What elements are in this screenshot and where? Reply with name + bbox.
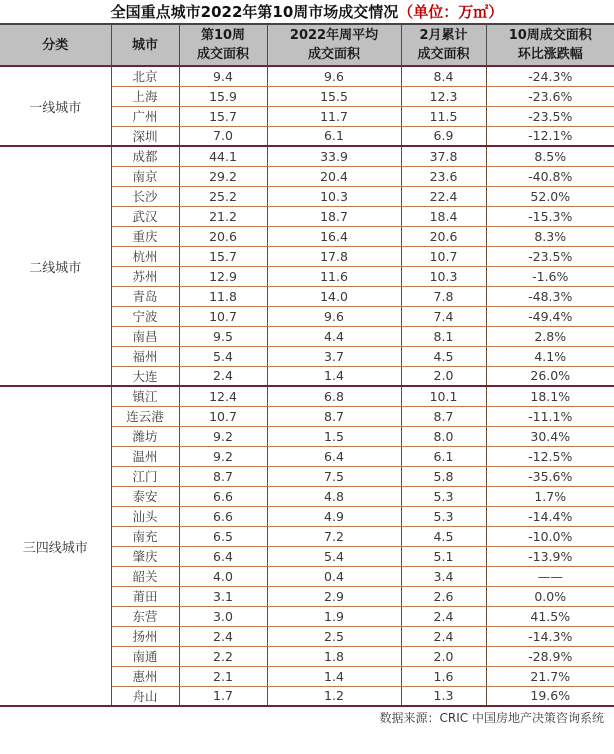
value-cell: 2.4 bbox=[401, 626, 486, 646]
value-cell: 7.8 bbox=[401, 286, 486, 306]
value-cell: 4.8 bbox=[267, 486, 401, 506]
value-cell: 10.3 bbox=[267, 186, 401, 206]
header-line: 2022年周平均 bbox=[289, 28, 379, 43]
value-cell: 2.1 bbox=[179, 666, 267, 686]
value-cell: 8.7 bbox=[401, 406, 486, 426]
value-cell: 22.4 bbox=[401, 186, 486, 206]
value-cell: -49.4% bbox=[486, 306, 614, 326]
value-cell: 17.8 bbox=[267, 246, 401, 266]
value-cell: 6.1 bbox=[401, 446, 486, 466]
value-cell: 7.2 bbox=[267, 526, 401, 546]
value-cell: 6.9 bbox=[401, 126, 486, 146]
value-cell: 9.6 bbox=[267, 306, 401, 326]
value-cell: 18.1% bbox=[486, 386, 614, 406]
value-cell: 10.7 bbox=[179, 306, 267, 326]
city-cell: 温州 bbox=[111, 446, 179, 466]
value-cell: 30.4% bbox=[486, 426, 614, 446]
value-cell: 2.0 bbox=[401, 366, 486, 386]
value-cell: 8.1 bbox=[401, 326, 486, 346]
city-cell: 泰安 bbox=[111, 486, 179, 506]
value-cell: 9.5 bbox=[179, 326, 267, 346]
table-body bbox=[0, 66, 614, 706]
value-cell: 14.0 bbox=[267, 286, 401, 306]
data-table bbox=[0, 23, 614, 707]
city-cell: 杭州 bbox=[111, 246, 179, 266]
value-cell: 9.2 bbox=[179, 446, 267, 466]
table-row bbox=[0, 146, 614, 166]
value-cell: 2.4 bbox=[179, 626, 267, 646]
value-cell: 2.0 bbox=[401, 646, 486, 666]
value-cell: 2.4 bbox=[179, 366, 267, 386]
value-cell: 20.4 bbox=[267, 166, 401, 186]
value-cell: 0.4 bbox=[267, 566, 401, 586]
value-cell: 21.7% bbox=[486, 666, 614, 686]
city-cell: 肇庆 bbox=[111, 546, 179, 566]
city-cell: 南充 bbox=[111, 526, 179, 546]
table-row bbox=[0, 386, 614, 406]
city-cell: 深圳 bbox=[111, 126, 179, 146]
value-cell: -11.1% bbox=[486, 406, 614, 426]
value-cell: -23.5% bbox=[486, 246, 614, 266]
value-cell: 41.5% bbox=[486, 606, 614, 626]
city-cell: 大连 bbox=[111, 366, 179, 386]
city-cell: 南京 bbox=[111, 166, 179, 186]
value-cell: 11.5 bbox=[401, 106, 486, 126]
value-cell: 10.1 bbox=[401, 386, 486, 406]
value-cell: 1.3 bbox=[401, 686, 486, 706]
value-cell: 4.0 bbox=[179, 566, 267, 586]
value-cell: 37.8 bbox=[401, 146, 486, 166]
value-cell: 3.7 bbox=[267, 346, 401, 366]
city-cell: 重庆 bbox=[111, 226, 179, 246]
city-cell: 武汉 bbox=[111, 206, 179, 226]
city-cell: 连云港 bbox=[111, 406, 179, 426]
value-cell: 8.7 bbox=[179, 466, 267, 486]
value-cell: 6.5 bbox=[179, 526, 267, 546]
value-cell: 2.4 bbox=[401, 606, 486, 626]
value-cell: 1.7% bbox=[486, 486, 614, 506]
value-cell: -24.3% bbox=[486, 66, 614, 86]
city-cell: 成都 bbox=[111, 146, 179, 166]
value-cell: 1.6 bbox=[401, 666, 486, 686]
value-cell: 11.6 bbox=[267, 266, 401, 286]
value-cell: 25.2 bbox=[179, 186, 267, 206]
header-cell-category bbox=[0, 24, 111, 66]
value-cell: 9.4 bbox=[179, 66, 267, 86]
value-cell: 5.4 bbox=[179, 346, 267, 366]
value-cell: 33.9 bbox=[267, 146, 401, 166]
value-cell: -48.3% bbox=[486, 286, 614, 306]
value-cell: 1.9 bbox=[267, 606, 401, 626]
value-cell: 1.2 bbox=[267, 686, 401, 706]
value-cell: 8.3% bbox=[486, 226, 614, 246]
value-cell: 6.4 bbox=[179, 546, 267, 566]
value-cell: -23.5% bbox=[486, 106, 614, 126]
value-cell: 10.7 bbox=[179, 406, 267, 426]
header-line: 成交面积 bbox=[417, 47, 470, 62]
value-cell: 4.9 bbox=[267, 506, 401, 526]
city-cell: 汕头 bbox=[111, 506, 179, 526]
value-cell: 1.4 bbox=[267, 366, 401, 386]
city-cell: 惠州 bbox=[111, 666, 179, 686]
value-cell: 2.6 bbox=[401, 586, 486, 606]
value-cell: 12.3 bbox=[401, 86, 486, 106]
header-cell-feb-cumulative bbox=[401, 24, 486, 66]
city-cell: 扬州 bbox=[111, 626, 179, 646]
value-cell: 23.6 bbox=[401, 166, 486, 186]
value-cell: 52.0% bbox=[486, 186, 614, 206]
value-cell: 15.7 bbox=[179, 246, 267, 266]
header-cell-week10-area bbox=[179, 24, 267, 66]
city-cell: 舟山 bbox=[111, 686, 179, 706]
value-cell: 3.0 bbox=[179, 606, 267, 626]
city-cell: 莆田 bbox=[111, 586, 179, 606]
value-cell: 9.6 bbox=[267, 66, 401, 86]
value-cell: 10.3 bbox=[401, 266, 486, 286]
value-cell: 3.4 bbox=[401, 566, 486, 586]
value-cell: 4.4 bbox=[267, 326, 401, 346]
value-cell: 15.5 bbox=[267, 86, 401, 106]
value-cell: 6.1 bbox=[267, 126, 401, 146]
value-cell: 8.0 bbox=[401, 426, 486, 446]
value-cell: —— bbox=[486, 566, 614, 586]
category-cell: 三四线城市 bbox=[0, 386, 111, 706]
city-cell: 北京 bbox=[111, 66, 179, 86]
city-cell: 青岛 bbox=[111, 286, 179, 306]
city-cell: 南昌 bbox=[111, 326, 179, 346]
value-cell: 3.1 bbox=[179, 586, 267, 606]
value-cell: 11.7 bbox=[267, 106, 401, 126]
value-cell: 10.7 bbox=[401, 246, 486, 266]
value-cell: 5.3 bbox=[401, 506, 486, 526]
value-cell: -10.0% bbox=[486, 526, 614, 546]
category-cell: 二线城市 bbox=[0, 146, 111, 386]
page-title bbox=[0, 2, 614, 23]
value-cell: 12.9 bbox=[179, 266, 267, 286]
value-cell: 1.8 bbox=[267, 646, 401, 666]
value-cell: 6.6 bbox=[179, 506, 267, 526]
city-cell: 长沙 bbox=[111, 186, 179, 206]
value-cell: -23.6% bbox=[486, 86, 614, 106]
city-cell: 韶关 bbox=[111, 566, 179, 586]
value-cell: -14.4% bbox=[486, 506, 614, 526]
source-note: 数据来源：CRIC 中国房地产决策咨询系统 bbox=[379, 711, 604, 725]
value-cell: 11.8 bbox=[179, 286, 267, 306]
value-cell: 8.5% bbox=[486, 146, 614, 166]
value-cell: 2.5 bbox=[267, 626, 401, 646]
value-cell: 21.2 bbox=[179, 206, 267, 226]
header-cell-wow-change bbox=[486, 24, 614, 66]
value-cell: 1.5 bbox=[267, 426, 401, 446]
value-cell: 1.4 bbox=[267, 666, 401, 686]
table-header bbox=[0, 24, 614, 66]
value-cell: 6.4 bbox=[267, 446, 401, 466]
header-cell-weekly-average bbox=[267, 24, 401, 66]
value-cell: -14.3% bbox=[486, 626, 614, 646]
value-cell: -13.9% bbox=[486, 546, 614, 566]
value-cell: -12.5% bbox=[486, 446, 614, 466]
value-cell: 15.7 bbox=[179, 106, 267, 126]
value-cell: -40.8% bbox=[486, 166, 614, 186]
value-cell: 2.8% bbox=[486, 326, 614, 346]
header-line: 城市 bbox=[131, 37, 158, 53]
value-cell: 5.3 bbox=[401, 486, 486, 506]
value-cell: 16.4 bbox=[267, 226, 401, 246]
header-line: 成交面积 bbox=[196, 47, 249, 62]
value-cell: 5.1 bbox=[401, 546, 486, 566]
category-cell: 一线城市 bbox=[0, 66, 111, 146]
value-cell: 15.9 bbox=[179, 86, 267, 106]
city-cell: 潍坊 bbox=[111, 426, 179, 446]
value-cell: 7.0 bbox=[179, 126, 267, 146]
value-cell: 29.2 bbox=[179, 166, 267, 186]
value-cell: 8.7 bbox=[267, 406, 401, 426]
city-cell: 上海 bbox=[111, 86, 179, 106]
value-cell: 20.6 bbox=[179, 226, 267, 246]
value-cell: 6.8 bbox=[267, 386, 401, 406]
value-cell: 9.2 bbox=[179, 426, 267, 446]
value-cell: 12.4 bbox=[179, 386, 267, 406]
city-cell: 苏州 bbox=[111, 266, 179, 286]
value-cell: 6.6 bbox=[179, 486, 267, 506]
value-cell: 44.1 bbox=[179, 146, 267, 166]
city-cell: 宁波 bbox=[111, 306, 179, 326]
value-cell: -15.3% bbox=[486, 206, 614, 226]
value-cell: 1.7 bbox=[179, 686, 267, 706]
value-cell: 8.4 bbox=[401, 66, 486, 86]
value-cell: -12.1% bbox=[486, 126, 614, 146]
value-cell: 20.6 bbox=[401, 226, 486, 246]
value-cell: 4.5 bbox=[401, 526, 486, 546]
city-cell: 江门 bbox=[111, 466, 179, 486]
value-cell: 4.5 bbox=[401, 346, 486, 366]
value-cell: 18.7 bbox=[267, 206, 401, 226]
title-main-text: 全国重点城市2022年第10周市场成交情况 bbox=[110, 3, 399, 21]
header-line: 环比涨跌幅 bbox=[517, 47, 583, 62]
value-cell: 5.4 bbox=[267, 546, 401, 566]
value-cell: 0.0% bbox=[486, 586, 614, 606]
city-cell: 南通 bbox=[111, 646, 179, 666]
value-cell: 2.2 bbox=[179, 646, 267, 666]
city-cell: 福州 bbox=[111, 346, 179, 366]
value-cell: -28.9% bbox=[486, 646, 614, 666]
title-unit-label: （单位：万㎡） bbox=[398, 3, 504, 21]
header-line: 10周成交面积 bbox=[508, 28, 592, 43]
table-row bbox=[0, 66, 614, 86]
value-cell: 19.6% bbox=[486, 686, 614, 706]
city-cell: 广州 bbox=[111, 106, 179, 126]
value-cell: 2.9 bbox=[267, 586, 401, 606]
value-cell: 5.8 bbox=[401, 466, 486, 486]
city-cell: 东营 bbox=[111, 606, 179, 626]
header-line: 第10周 bbox=[200, 28, 246, 43]
city-cell: 镇江 bbox=[111, 386, 179, 406]
value-cell: -1.6% bbox=[486, 266, 614, 286]
table-header-row bbox=[0, 24, 614, 66]
value-cell: 7.5 bbox=[267, 466, 401, 486]
value-cell: -35.6% bbox=[486, 466, 614, 486]
value-cell: 18.4 bbox=[401, 206, 486, 226]
header-line: 成交面积 bbox=[307, 47, 360, 62]
value-cell: 7.4 bbox=[401, 306, 486, 326]
header-line: 分类 bbox=[42, 37, 69, 53]
header-cell-city bbox=[111, 24, 179, 66]
value-cell: 4.1% bbox=[486, 346, 614, 366]
value-cell: 26.0% bbox=[486, 366, 614, 386]
header-line: 2月累计 bbox=[419, 28, 468, 43]
